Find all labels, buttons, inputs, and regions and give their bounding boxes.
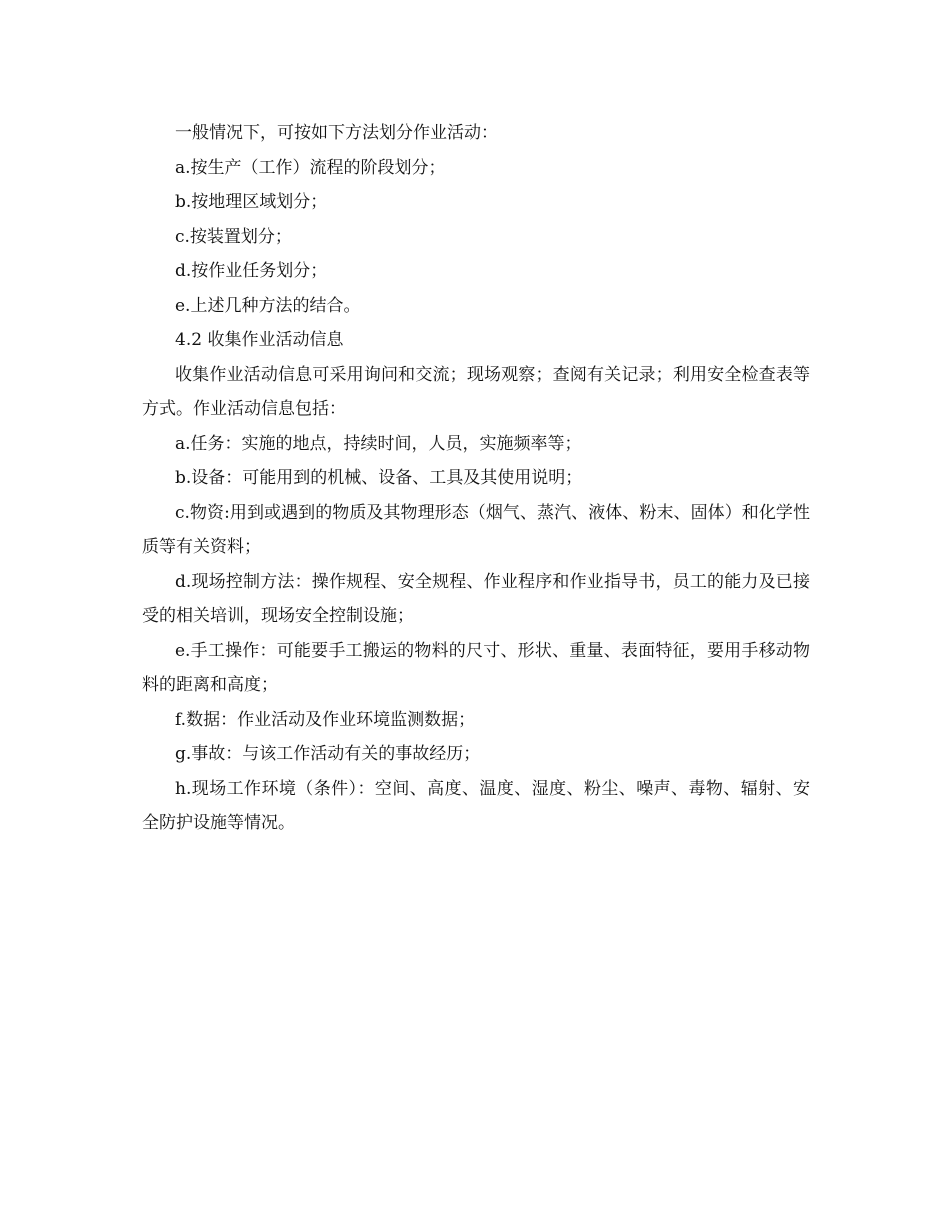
paragraph-collect-info: 收集作业活动信息可采用询问和交流；现场观察；查阅有关记录；利用安全检查表等方式。作业活动信息包括： — [142, 364, 810, 419]
list-item-g-accidents: g.事故：与该工作活动有关的事故经历； — [175, 744, 481, 764]
list-item-e-manual-handling: e.手工操作：可能要手工搬运的物料的尺寸、形状、重量、表面特征，要用手移动物料的距离和高度； — [142, 640, 810, 695]
list-item-a-process-stage: a.按生产（工作）流程的阶段划分； — [175, 157, 446, 178]
section-heading-4-2: 4.2 收集作业活动信息 — [175, 330, 344, 350]
list-item-a-task: a.任务：实施的地点，持续时间，人员，实施频率等； — [175, 433, 582, 454]
document-body — [142, 116, 810, 841]
list-item-d-task: d.按作业任务划分； — [175, 261, 328, 281]
list-item-f-data: f.数据：作业活动及作业环境监测数据； — [175, 709, 476, 730]
list-item-c-device: c.按装置划分； — [175, 226, 292, 247]
list-item-b-geographic-area: b.按地理区域划分； — [175, 192, 328, 212]
list-item-d-control-methods: d.现场控制方法：操作规程、安全规程、作业程序和作业指导书，员工的能力及已接受的相关培训，现场安全控制设施； — [142, 571, 810, 626]
list-item-e-combination: e.上述几种方法的结合。 — [175, 295, 361, 316]
list-item-h-environment: h.现场工作环境（条件）：空间、高度、温度、湿度、粉尘、噪声、毒物、辐射、安全防护设施等情况。 — [142, 778, 810, 833]
list-item-c-materials: c.物资:用到或遇到的物质及其物理形态（烟气、蒸汽、液体、粉末、固体）和化学性质等有关资料； — [142, 502, 810, 557]
paragraph-intro: 一般情况下，可按如下方法划分作业活动： — [175, 123, 498, 143]
list-item-b-equipment: b.设备：可能用到的机械、设备、工具及其使用说明； — [175, 468, 583, 488]
